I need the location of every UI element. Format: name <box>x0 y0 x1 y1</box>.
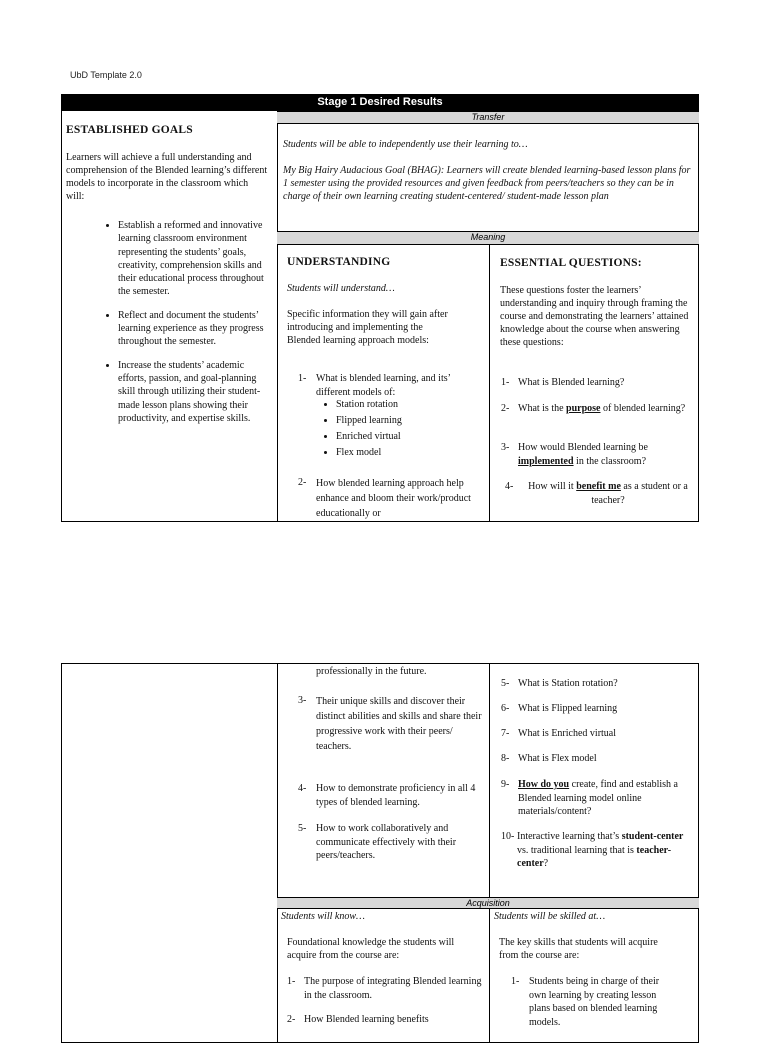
know-sub: Students will know… <box>281 911 365 922</box>
goals-intro: Learners will achieve a full understanding and comprehension of the Blended learning’s different models to incorporate in the classroom which will: <box>66 152 268 202</box>
model-item: • Flex model <box>336 445 482 461</box>
transfer-bhag: My Big Hairy Audacious Goal (BHAG): Learners will create blended learning-based lesson plans for 1 semester using the provided resources and given feedback from peers/teachers so they can be in charge of their own learning creating student-centered/ student-made lesson plan <box>283 165 691 202</box>
understanding-intro: Specific information they will gain after introducing and implementing the Blended learning approach models: <box>287 309 448 346</box>
column-divider <box>277 663 278 1043</box>
transfer-bar: Transfer <box>277 111 699 124</box>
goal-item: • Establish a reformed and innovative learning classroom environment representing the students’ goals, creativity, comprehension skills and their educational process throughout the semester. <box>118 219 270 299</box>
column-divider <box>277 111 278 522</box>
acquisition-bar: Acquisition <box>277 897 699 909</box>
models-list <box>312 397 482 461</box>
know-intro: Foundational knowledge the students will acquire from the course are: <box>287 937 455 961</box>
questions-intro: These questions foster the learners’ understanding and inquiry through framing the course and demonstrating the learners’ attained knowledge about the course when answering these questions: <box>500 285 689 348</box>
meaning-bar: Meaning <box>277 231 699 245</box>
document-header: UbD Template 2.0 <box>70 70 142 80</box>
understanding-heading: UNDERSTANDING <box>287 256 391 268</box>
transfer-line-1: Students will be able to independently use their learning to… <box>283 139 528 150</box>
goals-heading: ESTABLISHED GOALS <box>66 124 193 136</box>
understanding-item-2-continued: professionally in the future. <box>316 666 427 677</box>
column-divider <box>489 245 490 522</box>
questions-heading: ESSENTIAL QUESTIONS: <box>500 257 642 269</box>
skill-sub: Students will be skilled at… <box>494 911 606 922</box>
goal-item: • Increase the students’ academic efforts, passion, and goal-planning skill through utilizing their student-made lesson plans showing their productivity, and expertise skills. <box>118 359 270 425</box>
goal-item: • Reflect and document the students’ learning experience as they progress throughout the semester. <box>118 309 270 349</box>
model-item: • Enriched virtual <box>336 429 482 445</box>
goals-list <box>100 219 270 435</box>
stage-title-bar: Stage 1 Desired Results <box>61 94 699 111</box>
skill-intro: The key skills that students will acquire from the course are: <box>499 937 658 961</box>
model-item: • Station rotation <box>336 397 482 413</box>
model-item: • Flipped learning <box>336 413 482 429</box>
column-divider <box>489 909 490 1043</box>
column-divider <box>489 663 490 897</box>
understanding-sub: Students will understand… <box>287 283 395 294</box>
